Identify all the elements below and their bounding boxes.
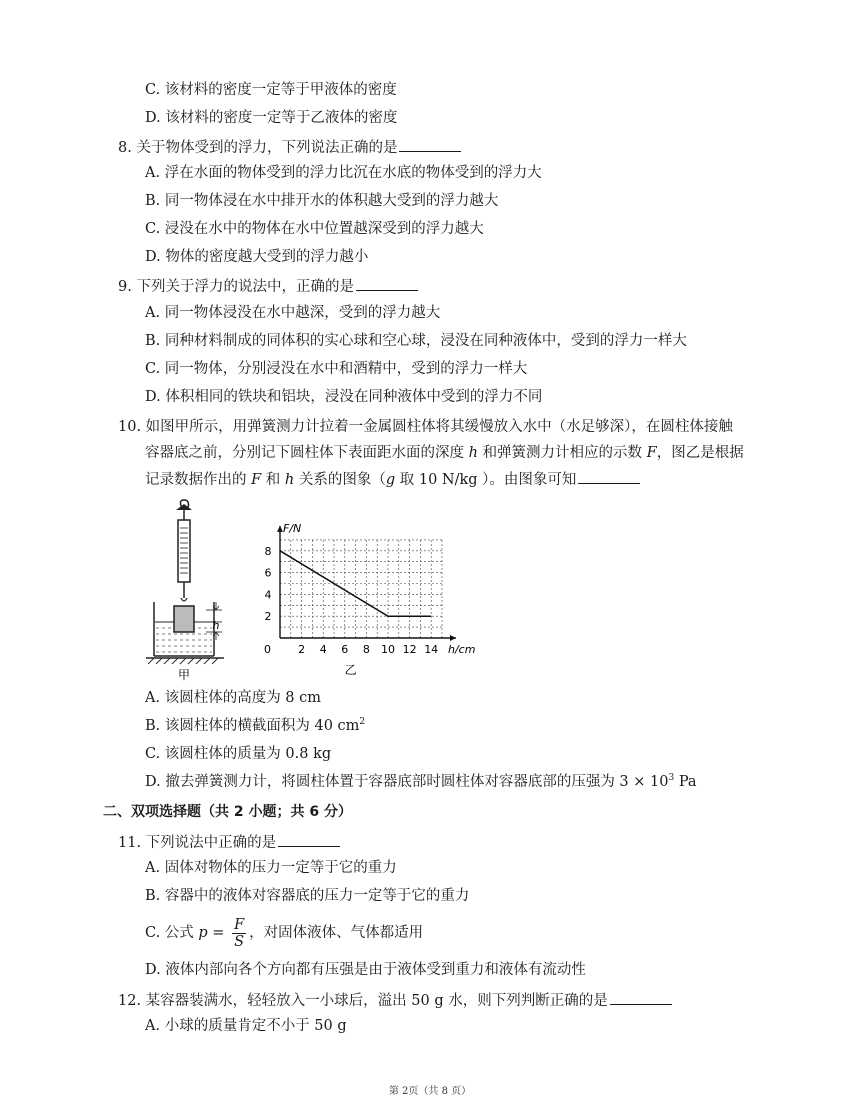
fraction-denominator: S [234,933,245,950]
var-h: h [284,472,295,488]
superscript: 3 [668,773,675,783]
q11-option-b: B. 容器中的液体对容器底的压力一定等于它的重力 [145,888,470,904]
fraction-f-over-s [232,917,246,950]
fraction-numerator: F [234,916,245,933]
q8-stem-text: 8. 关于物体受到的浮力，下列说法正确的是 [118,140,398,156]
q10-option-d-text: D. 撤去弹簧测力计，将圆柱体置于容器底部时圆柱体对容器底部的压强为 3 × 10 [145,774,669,790]
x-tick-label: 2 [298,643,306,656]
q10-text: 和弹簧测力计相应的示数 [482,445,643,461]
x-tick-label: 10 [381,643,395,656]
q9-stem-text: 9. 下列关于浮力的说法中，正确的是 [118,279,354,295]
q11-option-c [145,914,423,952]
q12-stem [118,990,672,1011]
q12-stem-text: 12. 某容器装满水，轻轻放入一小球后，溢出 50 g 水，则下列判断正确的是 [118,993,608,1009]
q10-option-d [145,772,697,792]
y-tick-label: 4 [264,588,272,602]
q10-text: ，图乙是根据 [656,445,744,461]
figure-spring-scale [140,498,250,683]
q11-stem-text: 11. 下列说法中正确的是 [118,835,277,851]
q10-text: 取 10 N/kg ）。由图象可知 [399,472,577,488]
q9-stem [118,276,418,297]
q10-text: 记录数据作出的 [145,472,247,488]
q10-stem-line3 [145,469,640,490]
q11-option-c-text: ，对固体液体、气体都适用 [249,925,424,941]
x-tick-label: 14 [424,643,439,656]
var-f: F [646,445,657,461]
q10-option-d-unit: Pa [674,774,697,790]
q10-option-b [145,716,365,736]
q8-option-c: C. 浸没在水中的物体在水中位置越深受到的浮力越大 [145,221,484,237]
q10-stem-line1: 10. 如图甲所示，用弹簧测力计拉着一金属圆柱体将其缓慢放入水中（水足够深），在圆柱体接触 [118,419,733,435]
x-axis-arrow [450,635,456,641]
q8-option-a: A. 浮在水面的物体受到的浮力比沉在水底的物体受到的浮力大 [145,165,542,181]
q10-stem-line2 [145,443,744,463]
y-tick-label: 6 [264,566,272,580]
chart-y-axis-label: F/N [283,521,302,535]
answer-blank[interactable] [610,990,672,1005]
q10-option-b-text: B. 该圆柱体的横截面积为 40 cm [145,718,360,734]
equals-sign: = [207,925,230,941]
x-tick-label: 4 [319,643,327,656]
f-h-chart [250,500,530,680]
var-f: F [251,472,262,488]
q10-text: 关系的图象（ [298,472,386,488]
answer-blank[interactable] [578,469,640,484]
q9-option-d: D. 体积相同的铁块和铝块，浸没在同种液体中受到的浮力不同 [145,389,543,405]
chart-grid [280,540,442,638]
y-tick-label: 2 [264,610,272,624]
figure-label-a: 甲 [177,668,191,682]
chart-x-axis-label: h/cm [448,643,476,656]
var-g: g [385,472,396,488]
q10-text: 和 [265,472,281,488]
q8-option-d: D. 物体的密度越大受到的浮力越小 [145,249,369,265]
q11-option-d: D. 液体内部向各个方向都有压强是由于液体受到重力和液体有流动性 [145,962,586,978]
q11-stem [118,832,340,853]
q10-text: 容器底之前，分别记下圆柱体下表面距水面的深度 [145,445,464,461]
q9-option-b: B. 同种材料制成的同体积的实心球和空心球，浸没在同种液体中，受到的浮力一样大 [145,333,687,349]
y-tick-label: 8 [264,544,272,558]
q8-option-b: B. 同一物体浸在水中排开水的体积越大受到的浮力越大 [145,193,499,209]
q7-option-c: C. 该材料的密度一定等于甲液体的密度 [145,82,397,98]
x-tick-label: 6 [341,643,349,656]
page-footer: 第 2页（共 8 页） [388,1086,472,1097]
figure-h-label: h [212,619,220,632]
q9-option-c: C. 同一物体，分别浸没在水中和酒精中，受到的浮力一样大 [145,361,528,377]
var-h: h [468,445,478,461]
answer-blank[interactable] [356,276,418,291]
q8-stem [118,137,461,158]
q11-option-c-text: C. 公式 [145,925,194,941]
x-tick-label: 12 [402,643,417,656]
answer-blank[interactable] [399,137,461,152]
x-tick-label: 8 [362,643,370,656]
q11-option-a: A. 固体对物体的压力一定等于它的重力 [145,860,397,876]
figure-label-b: 乙 [344,663,357,677]
superscript: 2 [359,717,366,727]
answer-blank[interactable] [278,832,340,847]
q10-option-a: A. 该圆柱体的高度为 8 cm [145,690,322,706]
var-p: p [198,925,208,941]
section-2-title: 二、双项选择题（共 2 小题；共 6 分） [103,804,352,820]
q9-option-a: A. 同一物体浸没在水中越深，受到的浮力越大 [145,305,441,321]
q7-option-d: D. 该材料的密度一定等于乙液体的密度 [145,110,398,126]
q12-option-a: A. 小球的质量肯定不小于 50 g [145,1018,347,1034]
chart-origin-label: 0 [264,643,271,656]
q10-option-c: C. 该圆柱体的质量为 0.8 kg [145,746,332,762]
